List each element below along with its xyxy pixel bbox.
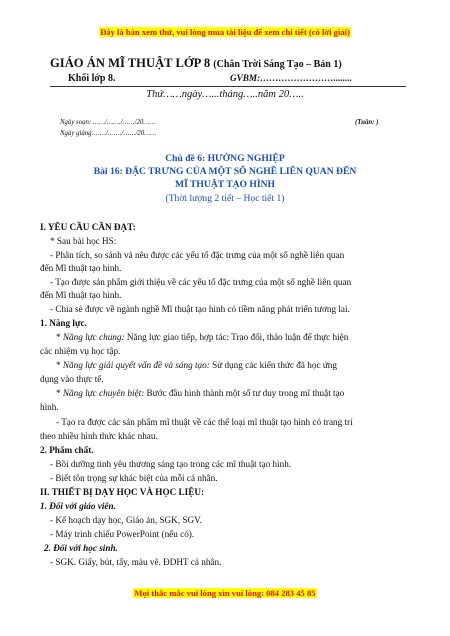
competency-general-text: Năng lực giao tiếp, hợp tác: Trao đổi, thảo luận để thực hiện bbox=[126, 332, 349, 342]
competency-general-label: Năng lực chung: bbox=[62, 332, 125, 342]
preview-banner-text: Đây là bản xem thử, vui lòng mua tài liệu để xem chi tiết (có lời giải) bbox=[100, 27, 350, 37]
objective-2-line2: đến Mĩ thuật tạo hình. bbox=[40, 290, 122, 300]
competency-special-text: Bước đầu hình thành một số tư duy trong mĩ thuật tạo bbox=[146, 388, 345, 398]
objective-1-line2: đến Mĩ thuật tạo hình. bbox=[40, 263, 122, 273]
lesson-duration: (Thời lượng 2 tiết – Học tiết 1) bbox=[165, 193, 285, 204]
competency-special-label: Năng lực chuyên biệt: bbox=[62, 388, 145, 398]
grade-label: Khối lớp 8. bbox=[68, 73, 116, 84]
objective-3: - Chia sẻ được về ngành nghề Mĩ thuật tạo hình có tiềm năng phát triển tương lai. bbox=[50, 304, 350, 314]
topic-heading: Chủ đề 6: HƯỚNG NGHIỆP bbox=[165, 153, 285, 164]
prep-date: Ngày soạn: ……/……./……/20…… bbox=[60, 119, 156, 126]
competency-special-line2: hình. bbox=[40, 402, 59, 412]
section-2-heading: II. THIẾT BỊ DẠY HỌC VÀ HỌC LIỆU: bbox=[40, 487, 205, 497]
competency-special-line1: * Năng lực chuyên biệt: Bước đầu hình thành một số tư duy trong mĩ thuật tạo bbox=[56, 388, 345, 398]
date-line: Thứ……ngày…...tháng…..năm 20….. bbox=[146, 89, 304, 100]
teacher-field: GVBM:……………………........ bbox=[230, 73, 352, 83]
header-divider bbox=[50, 86, 406, 87]
competency-general-line2: các nhiệm vụ học tập. bbox=[40, 346, 121, 356]
competency-general-line1: * Năng lực chung: Năng lực giao tiếp, hợp tác: Trao đổi, thảo luận để thực hiện bbox=[56, 332, 349, 342]
competency-problem-line2: dụng vào thực tế. bbox=[40, 374, 104, 384]
student-material-1: - SGK. Giấy, bút, tẩy, màu vẽ. ĐDHT cá nhân. bbox=[50, 557, 222, 567]
teacher-materials-heading: 1. Đối với giáo viên. bbox=[40, 501, 116, 511]
quality-item-1: - Bồi dưỡng tình yêu thương sáng tạo trong các mĩ thuật tạo hình. bbox=[50, 459, 292, 469]
competency-extra-line2: theo nhiều hình thức khác nhau. bbox=[40, 431, 158, 441]
title-main: GIÁO ÁN MĨ THUẬT LỚP 8 bbox=[50, 56, 211, 70]
quality-item-2: - Biết tôn trọng sự khác biệt của mỗi cá nhân. bbox=[50, 473, 218, 483]
contact-banner-text: Mọi thắc mắc vui lòng xin vui lòng: 084 283 45 85 bbox=[134, 588, 316, 598]
quality-heading: 2. Phẩm chất. bbox=[40, 445, 94, 455]
page-title bbox=[50, 56, 342, 71]
week-field: (Tuần: ) bbox=[355, 119, 379, 126]
competency-extra-line1: - Tạo ra được các sản phẩm mĩ thuật về các thể loại mĩ thuật tạo hình có trang trí bbox=[56, 417, 353, 427]
competency-problem-text: Sử dụng các kiến thức đã học ứng bbox=[212, 360, 337, 370]
competency-problem-line1: * Năng lực giải quyết vấn đề và sáng tạo: Sử dụng các kiến thức đã học ứng bbox=[56, 360, 337, 370]
competency-heading: 1. Năng lực. bbox=[40, 318, 87, 328]
student-materials-heading: 2. Đối với học sinh. bbox=[44, 543, 118, 553]
objective-1-line1: - Phân tích, so sánh và nêu được các yếu tố đặc trưng của một số nghề liên quan bbox=[50, 250, 345, 260]
contact-banner bbox=[0, 588, 450, 598]
title-sub: (Chân Trời Sáng Tạo – Bản 1) bbox=[213, 59, 342, 70]
teach-date: Ngày giảng:……/……./……/20…… bbox=[60, 130, 157, 137]
lesson-title-line1: Bài 16: ĐẶC TRƯNG CỦA MỘT SỐ NGHỀ LIÊN QUAN ĐẾN bbox=[93, 166, 357, 177]
objective-2-line1: - Tạo được sản phẩm giới thiệu về các yếu tố đặc trưng của một số nghề liên quan bbox=[50, 277, 352, 287]
section-1-heading: I. YÊU CẦU CẦN ĐẠT: bbox=[40, 222, 136, 232]
competency-problem-label: Năng lực giải quyết vấn đề và sáng tạo: bbox=[62, 360, 210, 370]
teacher-material-2: - Máy trình chiếu PowerPoint (nếu có). bbox=[50, 529, 195, 539]
teacher-material-1: - Kế hoạch dạy học, Giáo án, SGK, SGV. bbox=[50, 515, 202, 525]
preview-banner bbox=[0, 27, 450, 37]
lesson-title-line2: MĨ THUẬT TẠO HÌNH bbox=[175, 179, 275, 190]
section-1-intro: * Sau bài học HS: bbox=[50, 236, 117, 246]
